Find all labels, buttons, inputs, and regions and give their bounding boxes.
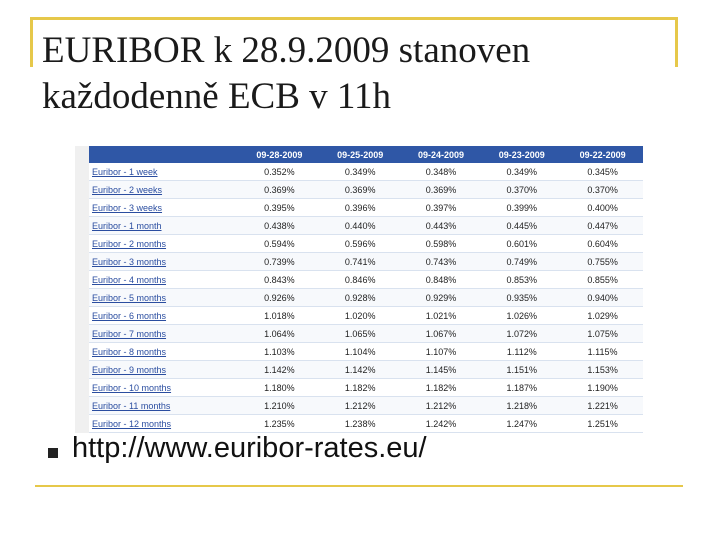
euribor-table-image: [75, 146, 643, 433]
header-cell-date: 09-28-2009: [239, 146, 320, 163]
rate-label-link[interactable]: Euribor - 6 months: [89, 307, 239, 325]
rate-label-link[interactable]: Euribor - 1 month: [89, 217, 239, 235]
source-link[interactable]: http://www.euribor-rates.eu/: [72, 432, 427, 464]
title-line-1: EURIBOR k 28.9.2009 stanoven: [42, 30, 531, 71]
header-cell-label: [89, 146, 239, 163]
frame-left-line: [30, 17, 33, 67]
table-row: [89, 289, 643, 307]
frame-top-line: [30, 17, 678, 20]
rate-value-cell: 0.739%: [239, 253, 320, 271]
rate-label-link[interactable]: Euribor - 11 months: [89, 397, 239, 415]
table-row: [89, 271, 643, 289]
frame-bottom-line: [35, 485, 683, 487]
rate-value-cell: 1.182%: [401, 379, 482, 397]
rate-value-cell: 1.067%: [401, 325, 482, 343]
frame-right-line: [675, 17, 678, 67]
rate-value-cell: 0.370%: [481, 181, 562, 199]
rate-value-cell: 0.352%: [239, 163, 320, 181]
table-row: [89, 307, 643, 325]
rate-value-cell: 0.755%: [562, 253, 643, 271]
table-row: [89, 253, 643, 271]
rate-value-cell: 1.251%: [562, 415, 643, 433]
rate-value-cell: 0.399%: [481, 199, 562, 217]
rate-value-cell: 1.142%: [239, 361, 320, 379]
table-row: [89, 379, 643, 397]
rate-value-cell: 0.855%: [562, 271, 643, 289]
rate-value-cell: 0.604%: [562, 235, 643, 253]
rate-value-cell: 0.369%: [401, 181, 482, 199]
header-cell-date: 09-25-2009: [320, 146, 401, 163]
rate-value-cell: 1.018%: [239, 307, 320, 325]
rate-value-cell: 1.187%: [481, 379, 562, 397]
rate-value-cell: 0.594%: [239, 235, 320, 253]
rate-label-link[interactable]: Euribor - 10 months: [89, 379, 239, 397]
rate-value-cell: 1.029%: [562, 307, 643, 325]
euribor-table: [89, 146, 643, 433]
rate-value-cell: 1.065%: [320, 325, 401, 343]
table-row: [89, 361, 643, 379]
bullet-square-icon: [48, 448, 58, 458]
rate-value-cell: 1.115%: [562, 343, 643, 361]
rate-value-cell: 0.445%: [481, 217, 562, 235]
rate-value-cell: 1.026%: [481, 307, 562, 325]
rate-value-cell: 0.400%: [562, 199, 643, 217]
rate-value-cell: 0.447%: [562, 217, 643, 235]
table-row: [89, 181, 643, 199]
table-row: [89, 217, 643, 235]
rate-value-cell: 1.180%: [239, 379, 320, 397]
rate-value-cell: 0.743%: [401, 253, 482, 271]
header-cell-date: 09-24-2009: [401, 146, 482, 163]
rate-value-cell: 0.349%: [481, 163, 562, 181]
table-row: [89, 235, 643, 253]
rate-value-cell: 0.369%: [320, 181, 401, 199]
rate-value-cell: 1.153%: [562, 361, 643, 379]
rate-value-cell: 0.345%: [562, 163, 643, 181]
rate-value-cell: 0.741%: [320, 253, 401, 271]
rate-value-cell: 0.443%: [401, 217, 482, 235]
table-row: [89, 397, 643, 415]
rate-value-cell: 1.151%: [481, 361, 562, 379]
rate-value-cell: 0.848%: [401, 271, 482, 289]
table-row: [89, 325, 643, 343]
rate-label-link[interactable]: Euribor - 9 months: [89, 361, 239, 379]
rate-value-cell: 1.182%: [320, 379, 401, 397]
rate-label-link[interactable]: Euribor - 4 months: [89, 271, 239, 289]
table-row: [89, 343, 643, 361]
rate-value-cell: 0.348%: [401, 163, 482, 181]
rate-value-cell: 0.853%: [481, 271, 562, 289]
rate-value-cell: 0.369%: [239, 181, 320, 199]
rate-value-cell: 1.145%: [401, 361, 482, 379]
rate-value-cell: 1.210%: [239, 397, 320, 415]
rate-value-cell: 1.212%: [401, 397, 482, 415]
title-line-2: každodenně ECB v 11h: [42, 76, 392, 117]
rate-value-cell: 1.242%: [401, 415, 482, 433]
rate-value-cell: 0.749%: [481, 253, 562, 271]
rate-value-cell: 1.020%: [320, 307, 401, 325]
rate-value-cell: 0.349%: [320, 163, 401, 181]
rate-value-cell: 0.440%: [320, 217, 401, 235]
rate-value-cell: 0.370%: [562, 181, 643, 199]
rate-value-cell: 1.072%: [481, 325, 562, 343]
rate-value-cell: 1.142%: [320, 361, 401, 379]
header-cell-date: 09-22-2009: [562, 146, 643, 163]
rate-value-cell: 0.935%: [481, 289, 562, 307]
rate-label-link[interactable]: Euribor - 1 week: [89, 163, 239, 181]
rate-value-cell: 0.843%: [239, 271, 320, 289]
table-row: [89, 415, 643, 433]
rate-label-link[interactable]: Euribor - 3 weeks: [89, 199, 239, 217]
rate-value-cell: 1.238%: [320, 415, 401, 433]
rate-value-cell: 0.940%: [562, 289, 643, 307]
slide-title: [42, 28, 662, 120]
table-header-row: [89, 146, 643, 163]
rate-value-cell: 1.064%: [239, 325, 320, 343]
rate-label-link[interactable]: Euribor - 3 months: [89, 253, 239, 271]
rate-value-cell: 1.247%: [481, 415, 562, 433]
rate-label-link[interactable]: Euribor - 7 months: [89, 325, 239, 343]
rate-value-cell: 1.190%: [562, 379, 643, 397]
rate-value-cell: 0.596%: [320, 235, 401, 253]
rate-label-link[interactable]: Euribor - 2 months: [89, 235, 239, 253]
rate-value-cell: 1.218%: [481, 397, 562, 415]
rate-value-cell: 1.235%: [239, 415, 320, 433]
rate-value-cell: 0.396%: [320, 199, 401, 217]
rate-value-cell: 1.021%: [401, 307, 482, 325]
rate-value-cell: 1.107%: [401, 343, 482, 361]
rate-value-cell: 0.598%: [401, 235, 482, 253]
header-cell-date: 09-23-2009: [481, 146, 562, 163]
rate-value-cell: 1.221%: [562, 397, 643, 415]
table-row: [89, 163, 643, 181]
rate-value-cell: 0.395%: [239, 199, 320, 217]
rate-value-cell: 0.601%: [481, 235, 562, 253]
rate-value-cell: 1.212%: [320, 397, 401, 415]
rate-value-cell: 0.397%: [401, 199, 482, 217]
rate-value-cell: 1.103%: [239, 343, 320, 361]
rate-value-cell: 0.926%: [239, 289, 320, 307]
rate-value-cell: 1.075%: [562, 325, 643, 343]
rate-value-cell: 0.438%: [239, 217, 320, 235]
table-row: [89, 199, 643, 217]
rate-value-cell: 1.104%: [320, 343, 401, 361]
rate-label-link[interactable]: Euribor - 8 months: [89, 343, 239, 361]
rate-value-cell: 1.112%: [481, 343, 562, 361]
rate-label-link[interactable]: Euribor - 12 months: [89, 415, 239, 433]
rate-label-link[interactable]: Euribor - 5 months: [89, 289, 239, 307]
rate-label-link[interactable]: Euribor - 2 weeks: [89, 181, 239, 199]
rate-value-cell: 0.929%: [401, 289, 482, 307]
rate-value-cell: 0.846%: [320, 271, 401, 289]
rate-value-cell: 0.928%: [320, 289, 401, 307]
